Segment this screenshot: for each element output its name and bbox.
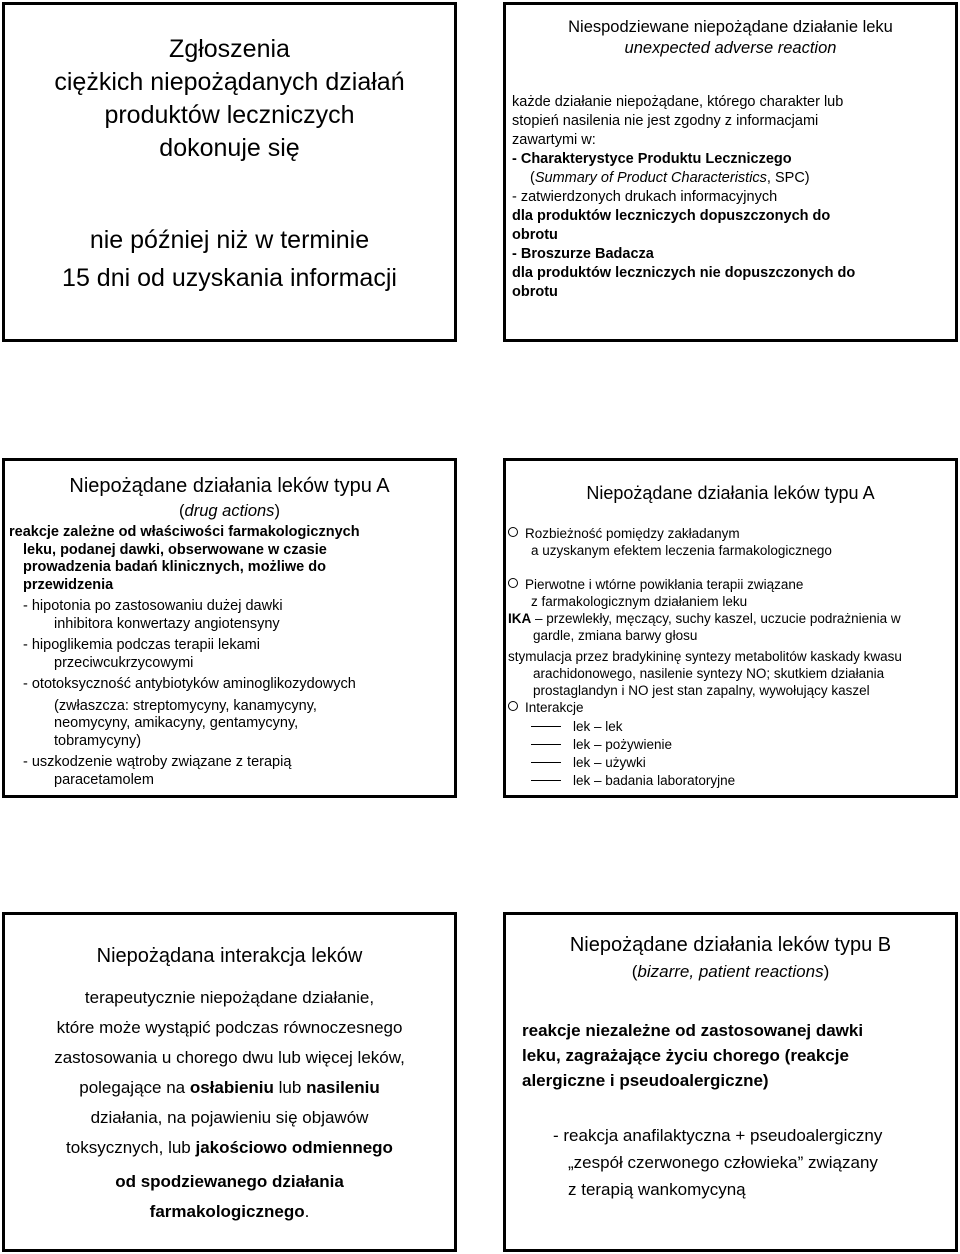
slide2-subtitle: unexpected adverse reaction <box>624 39 837 57</box>
slide5-line: od spodziewanego działania <box>115 1172 344 1191</box>
slide2-run: , SPC) <box>766 170 810 186</box>
slide5-run: pi <box>188 1018 203 1037</box>
slide4-interaction-item <box>506 772 955 789</box>
slide4-line: gardle, zmiana barwy głosu <box>533 628 698 643</box>
slide5-run: nasileniu <box>306 1078 380 1097</box>
slide3-title: Niepożądane działania leków typu A <box>69 475 390 497</box>
slide3-line: tobramycyny) <box>54 732 142 749</box>
slide6-line: leku, zagrażające życiu chorego (reakcje <box>522 1046 849 1065</box>
slide1-line: Zgłoszenia <box>169 35 290 63</box>
slide3-line: przeciwcukrzycowymi <box>54 654 194 671</box>
slide4-interaction-item <box>506 754 955 771</box>
slide5-run: . <box>304 1202 310 1221</box>
slide4-line: arachidonowego, nasilenie syntezy NO; skutkiem działania <box>533 666 885 681</box>
slide6-line: alergiczne i pseudoalergiczne) <box>522 1071 769 1090</box>
slide5-run: lub <box>273 1078 307 1097</box>
slide5-run: zastosowania u chorego dwu lub wi <box>54 1048 322 1067</box>
slide5-run: ą <box>179 1018 189 1037</box>
slide4-bullet-item <box>506 525 955 542</box>
slide2-line: - Charakterystyce Produktu Leczniczego <box>512 151 792 167</box>
slide5-run: objawów <box>297 1108 369 1127</box>
slide5-line <box>5 1043 454 1073</box>
slide3-run: ) <box>274 502 280 520</box>
slide5-run: ę <box>288 1108 298 1127</box>
slide5-run: działania, na pojawieniu si <box>90 1108 289 1127</box>
slide4-bullet-item <box>506 699 955 716</box>
slide1-line: 15 dni od uzyskania informacji <box>62 264 397 292</box>
slide4-title: Niepożądane działania leków typu A <box>586 483 875 503</box>
dash-icon <box>531 780 561 781</box>
slide3-line: inhibitora konwertazy angiotensyny <box>54 615 280 632</box>
slide4-interaction-item <box>506 718 955 735</box>
slide6-title: Niepożądane działania leków typu B <box>569 934 892 956</box>
slide4-line <box>506 610 955 627</box>
slide6-run: ( <box>631 962 638 981</box>
slide2-line: zawartymi w: <box>512 132 596 148</box>
slide4-run: lek – pożywienie <box>573 737 673 752</box>
slide2-line: każde działanie niepożądane, którego charakter lub <box>512 94 844 110</box>
slide4-run: Pierwotne i wtórne powikłania terapii związane <box>525 577 804 592</box>
slide5-line <box>5 1073 454 1103</box>
slide3-subtitle <box>5 501 454 521</box>
slide5-run: toksycznych, lub <box>66 1138 196 1157</box>
slide2-run: ( <box>530 170 535 186</box>
slide5-run: e wyst <box>131 1018 180 1037</box>
slide-drug-interaction <box>2 912 457 1252</box>
slide5-run: ą <box>134 1078 144 1097</box>
slide-type-b-reactions <box>503 912 958 1252</box>
slide2-line: dla produktów leczniczych dopuszczonych do <box>512 208 831 224</box>
bullet-icon <box>508 527 518 537</box>
slide2-line <box>512 169 951 188</box>
slide5-run: ce na <box>143 1078 190 1097</box>
slide4-line: prostaglandyn i NO jest stan zapalny, wywołujący kaszel <box>533 683 870 698</box>
slide1-line: nie później niż w terminie <box>89 226 370 254</box>
slide4-run: – przewlekły, męczący, suchy kaszel, uczucie podrażnienia w <box>531 611 901 626</box>
slide3-line: - hipotonia po zastosowaniu dużej dawki <box>23 598 283 614</box>
slide5-line: terapeutycznie niepożądane działanie, <box>84 988 375 1007</box>
bullet-icon <box>508 578 518 588</box>
slide4-run: Rozbieżność pomiędzy zakładanym <box>525 526 740 541</box>
slide-type-a-drug-actions <box>2 458 457 798</box>
slide-type-a-details <box>503 458 958 798</box>
slide4-line: a uzyskanym efektem leczenia farmakologicznego <box>531 543 832 558</box>
slide5-run: jako <box>195 1138 230 1157</box>
slide4-run: lek – lek <box>573 719 623 734</box>
slide5-line <box>5 1013 454 1043</box>
slide5-line <box>5 1103 454 1133</box>
slide4-run: lek – używki <box>573 755 646 770</box>
slide5-run: ciowo odmiennego <box>239 1138 393 1157</box>
slide4-interaction-item <box>506 736 955 753</box>
slide5-run: polegaj <box>79 1078 135 1097</box>
slide3-line: (zwłaszcza: streptomycyny, kanamycyny, <box>54 697 317 714</box>
slide6-line: - reakcja anafilaktyczna + pseudoalergiczny <box>553 1126 883 1145</box>
slide6-line: „zespół czerwonego człowieka” związany <box>568 1153 878 1172</box>
slide6-run: bizarre, patient reactions <box>637 962 824 981</box>
slide1-line: dokonuje się <box>159 134 300 162</box>
bullet-icon <box>508 701 518 711</box>
slide2-run: Summary of Product Characteristics <box>534 170 767 186</box>
slide3-line: reakcje zależne od właściwości farmakologicznych <box>9 524 360 540</box>
dash-icon <box>531 744 561 745</box>
slide3-line: neomycyny, amikacyny, gentamycyny, <box>54 715 299 731</box>
slide2-title: Niespodziewane niepożądane działanie leku <box>568 18 893 36</box>
slide1-line: produktów leczniczych <box>104 101 355 129</box>
slide4-run: IKA <box>508 611 532 626</box>
slide4-bullet-item <box>506 576 955 593</box>
slide6-line: reakcje niezależne od zastosowanej dawki <box>522 1021 864 1040</box>
slide5-run: ę <box>321 1048 332 1067</box>
slide3-run: ( <box>179 502 185 520</box>
slide2-line: - Broszurze Badacza <box>512 246 654 262</box>
slide5-run: podczas równoczesnego <box>210 1018 403 1037</box>
slide5-run: ć <box>202 1018 211 1037</box>
slide3-line: - hipoglikemia podczas terapii lekami <box>23 637 260 653</box>
slide-reporting-deadline <box>2 2 457 342</box>
slide2-line: - zatwierdzonych drukach informacyjnych <box>512 189 778 205</box>
slide4-run: Interakcje <box>525 700 584 715</box>
slide3-line: leku, podanej dawki, obserwowane w czasie <box>23 541 327 558</box>
slide4-line: z farmakologicznym działaniem leku <box>531 594 748 609</box>
slide5-title: Niepożądana interakcja leków <box>96 945 363 967</box>
slide5-line <box>5 1197 454 1227</box>
slide2-line: obrotu <box>512 227 558 243</box>
slide3-line: - ototoksyczność antybiotyków aminoglikozydowych <box>23 676 356 692</box>
slide1-line: ciężkich niepożądanych działań <box>54 68 405 96</box>
slide6-subtitle <box>506 961 955 983</box>
slide2-line: dla produktów leczniczych nie dopuszczonych do <box>512 265 856 281</box>
slide3-line: - uszkodzenie wątroby związane z terapią <box>23 754 292 770</box>
slide6-line: z terapią wankomycyną <box>568 1180 746 1199</box>
slide5-run: osłabieniu <box>189 1078 274 1097</box>
slide3-line: paracetamolem <box>54 771 154 788</box>
slide3-line: prowadzenia badań klinicznych, możliwe do <box>23 559 326 575</box>
slide-unexpected-adverse-reaction <box>503 2 958 342</box>
dash-icon <box>531 762 561 763</box>
slide3-run: drug actions <box>184 502 275 520</box>
slide5-line <box>5 1133 454 1163</box>
slide4-run: lek – badania laboratoryjne <box>573 773 736 788</box>
slide2-line: obrotu <box>512 284 558 300</box>
slide5-run: ś <box>229 1138 239 1157</box>
dash-icon <box>531 726 561 727</box>
slide2-line: stopień nasilenia nie jest zgodny z informacjami <box>512 113 819 129</box>
slide5-run: cej leków, <box>331 1048 405 1067</box>
slide3-line: przewidzenia <box>23 576 114 593</box>
slide5-run: ż <box>122 1018 132 1037</box>
slide6-run: ) <box>823 962 830 981</box>
slide5-run: które mo <box>56 1018 123 1037</box>
slide4-line: stymulacja przez bradykininę syntezy metabolitów kaskady kwasu <box>508 649 902 664</box>
slide5-run: farmakologicznego <box>149 1202 305 1221</box>
